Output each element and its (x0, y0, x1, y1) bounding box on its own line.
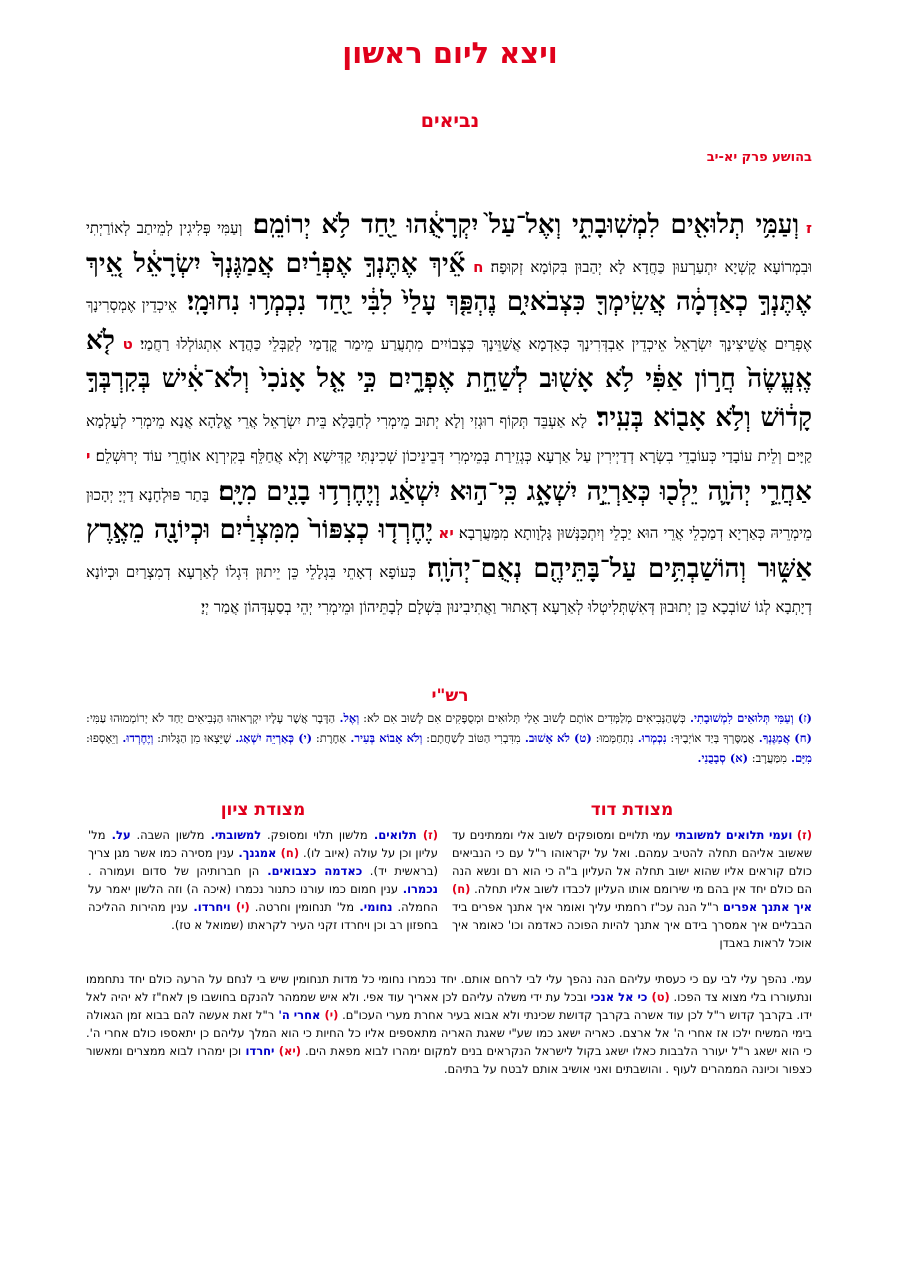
verse-targum: כְּעוֹפָא דְאָתֵי בִּגְלָלֵי כֵּן יֵיתוּן דִּגְלוֹ לְאַרְעָא דְמִצְרַיִם וּכְיוֹנָא דְיָתְבָא לְגוֹ שׁוֹבְכָא כֵּן יְתוּבוּן דְּאִשְׁתְּלִיטְלוּ לְאַרְעָא דְאָתוּר וַאֲתִיבִינוּן בִּשְׁלָם לְבָתֵּיהוֹן וּמֵימְרִי יְהֵי בְסַעְדְּהוֹן אֲמַר יְיָ׃ (86, 562, 812, 616)
metzudat-tzion-lemma: ויחרדו. (188, 900, 231, 914)
metzudat-david-lemma: ועמי תלואים למשובתי (670, 828, 793, 842)
rashi-text: מִדִּבְרִי הַטּוֹב לְשַׁחֲתָם: (422, 731, 521, 745)
verse-number: ט (114, 334, 133, 353)
rashi-text: נִתְחַמְּמוּ: (591, 731, 634, 745)
metzudat-david-verse-ref: (יא) (274, 1044, 301, 1058)
metzudat-david-lemma: יחרדו (241, 1044, 275, 1058)
metzudat-tzion-header: מצודת ציון (220, 800, 306, 820)
verse-number: ח (465, 257, 484, 276)
rashi-lemma: וְיֶחֶרְדוּ. (118, 731, 154, 745)
metzudat-david-header: מצודת דוד (590, 800, 674, 820)
verse-targum: לָא אַעְבֵּד תְּקוֹף רוּגְזִי וְלָא יְתוּב מֵימְרִי לְחַבָּלָא בֵּית יִשְׂרָאֵל אֲרֵי אֱלָהָא אֲנָא מֵימְרִי לְעָלְמָא קַיָּים וְלֵית עוֹבָדַי כְּעוֹבָדֵי בִשְׂרָא דְדַיְירִין עַל אַרְעָא כְּגְזֵירַת בְּמֵימְרִי דְּבֵינֵיכוֹן שְׁכִינְתִּי קַדִּישָׁא וְלָא אֲחַלֵּף בְּקִירְוָא אוֹחֲרֵי עוֹד יְרוּשְׁלֵם׃ (86, 411, 812, 465)
metzudat-tzion-lemma: כאדמה כצבואים. (259, 864, 363, 878)
metzudat-tzion-text: מלשון השבה. (130, 828, 205, 842)
metzudat-tzion-verse-ref: (י) (230, 900, 250, 914)
rashi-lemma: מִיָּם. (786, 751, 812, 765)
rashi-text: שֶׁיֵּצְאוּ מִן הַגָּלוּת: (153, 731, 232, 745)
verse-targum: וְעַמִּי פְּלִיגִין לְמֵיתַב לְאוֹרַיְתִי וּבִמְרוֹעָא קָשְׁיָא יִתְעַרְעוּן כַּחֲדָא לָא יְהַבוּן בִּקוֹמָא זְקוּפָה׃ (86, 219, 813, 276)
metzudat-tzion-lemma: נחומי. (354, 900, 393, 914)
metzudat-tzion-text: מל' עליון וכן על עולה (איוב לו). (88, 828, 439, 860)
metzudat-tzion-verse-ref: (ח) (276, 846, 300, 860)
metzudat-david-lemma: איך אתנך אפרים (718, 900, 813, 914)
verse-hebrew: יֶחֶרְד֤וּ כְצִפּוֹר֙ מִמִּצְרַ֔יִם וּכְיוֹנָ֖ה מֵאֶ֣רֶץ אַשּׁ֑וּר וְהוֹשַׁבְתִּ֥ים עַל־בָּתֵּיהֶ֖ם נְאֻם־יְהֹוָֽה׃ (86, 515, 813, 584)
metzudat-tzion-text: ענין מהירות ההליכה בחפזון רב וכן ויחרדו זקני העיר לקראתו (שמואל א טז). (88, 900, 438, 932)
metzudat-tzion-text: מלשון תלוי ומסופק. (261, 828, 368, 842)
metzudat-tzion-lemma: על. (105, 828, 131, 842)
main-text (86, 208, 812, 626)
verse-hebrew: וְעַמִּ֥י תְלוּאִ֖ים לִמְשֽׁוּבָתִ֑י וְאֶל־עַל֙ יִקְרָאֻ֔הוּ יַ֖חַד לֹ֥א יְרוֹמֵֽם׃ (242, 210, 800, 240)
metzudat-tzion-text: ענין חמום כמו עורנו כתנור נכמרו (איכה ה) וזה הלשון יאמר על החמלה. (88, 882, 438, 914)
metzudat-tzion-column (88, 826, 438, 934)
rashi-lemma: (ז) וְעַמִּי תְּלוּאִים לִמְשׁוּבָתִי. (685, 711, 812, 725)
section-title: נביאים (420, 110, 480, 132)
metzudat-david-text: וכן ימהרו לבוא ממצרים ומאשור כצפור וכיונה הממהרים לעוף . והושבתים ואני אושיב אותם לבטח על בתיהם. (86, 1044, 812, 1076)
rashi-lemma: נִכְמְרוּ. (633, 731, 667, 745)
verse-number: י (86, 447, 91, 465)
verse-hebrew: אֵ֞יךְ אֶתֶּנְךָ֣ אֶפְרַ֗יִם אֲמַגֶּנְךָ֙ יִשְׂרָאֵ֔ל אֵ֚יךְ אֶתֶּנְךָ֣ כְאַדְמָ֔ה אֲשִֽׂימְךָ֖ כִּצְבֹאיִ֑ם נֶהְפַּ֤ךְ עָלַי֙ לִבִּ֔י יַ֖חַד נִכְמְר֥וּ נִחוּמָֽי׃ (86, 248, 813, 317)
rashi-text: כְּשֶׁהַנְּבִיאִים מְלַמְּדִים אוֹתָם לָשׁוּב אֵלַי תְּלוּאִים וּמְסֻפָּקִים אִם לָשׁוּב אִם לֹא: (359, 711, 686, 725)
rashi-lemma: (י) כְּאַרְיֵה יִשְׁאַג. (231, 731, 313, 745)
rashi-text: מִמַּעֲרָב: (748, 751, 787, 765)
metzudat-david-continuation (86, 970, 812, 1078)
verse-targum: אֵיכְדֵין אֶמְסְרִינָךְ אֶפְרַיִם אֲשֵׁיצִינָךְ יִשְׂרָאֵל אֵיכְדֵין אַבְדְּרִינָךְ כְּאַדְמָא אֲשַׁוֵּינָךְ כִּצְבוֹיִים מִתְעֲרַע מֵימַר קֳדָמַי לְקַבְּלֵי כַּהֲדָא אִתְגּוֹלְלוּ רַחֲמַי׃ (86, 296, 812, 353)
metzudat-tzion-verse-ref: (ז) (416, 828, 438, 842)
metzudat-david-verse-ref: (ז) (792, 828, 812, 842)
rashi-text: אַחֶרֶת: (312, 731, 347, 745)
rashi-text: וְיֵאָסְפוּ: (86, 731, 119, 745)
rashi-lemma: (ט) לֹא אָשׁוּב. (520, 731, 592, 745)
verse-number: יא (432, 524, 454, 542)
metzudat-tzion-lemma: אמגנך. (234, 846, 277, 860)
metzudat-david-text: ר"ל הנה עכ"ז רחמתי עליך ואומר איך אתנך אפרים ביד הבבליים איך אמסרך בידם איך אתנך להיות הפוכה כאדמה וכו' כאומר איך אוכל לראות באבדן (452, 900, 812, 950)
metzudat-david-column (452, 826, 812, 952)
chapter-reference: בהושע פרק יא-יב (706, 150, 812, 165)
page-title: ויצא ליום ראשון (342, 36, 558, 70)
metzudat-david-lemma: כי אל אנכי (586, 990, 648, 1004)
verse-hebrew: לֹ֤א אֶֽעֱשֶׂה֙ חֲר֣וֹן אַפִּ֔י לֹ֥א אָשׁ֖וּב לְשַׁחֵ֣ת אֶפְרָ֑יִם כִּ֣י אֵ֤ל אָנֹכִי֙ וְלֹא־אִ֔ישׁ בְּקִרְבְּךָ֣ קָד֔וֹשׁ וְלֹ֥א אָב֖וֹא בְּעִֽיר׃ (86, 325, 813, 433)
rashi-lemma: וְאֶל. (335, 711, 360, 725)
metzudat-david-verse-ref: (ח) (452, 882, 471, 896)
metzudat-david-verse-ref: (ט) (647, 990, 670, 1004)
metzudat-david-text: עמי תלויים ומסופקים לשוב אלי וממתינים עד שאשוב אליהם תחלה להטיב עמהם. ואל על יקראוהו ר"ל עם כי הנביאים כולם קוראים אליו שהוא ישוב תחלה אל העליון ב"ה כי הוא רם ונשא הנה הם כולם יחד אין בהם מי שירומם אותו העליון לכבדו לשוב אליו תחלה. (452, 828, 812, 896)
metzudat-tzion-lemma: למשובתי. (204, 828, 262, 842)
rashi-lemma: (א) סְבָבֻנִי. (697, 751, 749, 765)
rashi-text: אֲמַסֶּרְךָ בְּיַד אוֹיְבֶיךָ: (666, 731, 755, 745)
metzudat-tzion-text: ענין מסירה כמו אשר מגן צריך (בראשית יד). (88, 846, 438, 878)
metzudat-tzion-text: מל' תנחומין וחרטה. (249, 900, 355, 914)
metzudat-tzion-lemma: תלואים. (367, 828, 417, 842)
metzudat-david-text: ר"ל זאת אעשה להם בבוא זמן הגאולה בימי המשיח ילכו אז אחרי ה' אל ארצם. כאריה ישאג כמו שע"י שאגת האריה מתאספים אליו כל החיות כי הוא המלך עליהם כן יתאספו כולם אחרי ה'. כי הוא ישאג ר"ל יעורר הלבבות כאלו ישאג בקול לישראל הנקראים בנים למקום ימהרו לבוא מפאת הים. (86, 1008, 812, 1058)
metzudat-tzion-text: הן חברותיהן של סדום ועמורה . (88, 864, 260, 878)
verse-hebrew: אַחֲרֵ֧י יְהֹוָ֛ה יֵלְכ֖וּ כְּאַרְיֵ֣ה יִשְׁאָ֑ג כִּֽי־ה֣וּא יִשְׁאַ֔ג וְיֶחֶרְד֥וּ בָנִ֖ים מִיָּֽם׃ (209, 476, 812, 507)
metzudat-david-lemma: אחרי ה' (274, 1008, 321, 1022)
rashi-lemma: וְלֹא אָבוֹא בְּעִיר. (346, 731, 423, 745)
metzudat-david-text: עמי. נהפך עלי לבי עם כי כעסתי עליהם הנה נהפך עלי לבי לרחם אותם. יחד נכמרו נחומי כל מדות תנחומין שיש בי לנחם על הרעה כולם יחד נתחממו ונתעוררו בלי מצוא צד הפכו. (86, 972, 812, 1004)
rashi-text: הַדָּבָר אֲשֶׁר עָלָיו יִקְרָאוּהוּ הַנְּבִיאִים יַחַד לֹא יְרוֹמְמוּהוּ עַמִּי: (86, 711, 336, 725)
rashi-header: רש"י (431, 686, 469, 706)
rashi-lemma: (ח) אֲמַגֶּנְךָ. (754, 731, 812, 745)
metzudat-tzion-lemma: נכמרו. (398, 882, 438, 896)
metzudat-david-text: ובכל עת ידי משלה עליהם לכן אאריך עוד אפי. ולא איש שממהר להנקם בחושבו פן לאח"ז לא יהיה לאל ידו. בקרבך קדוש ר"ל לכן עוד אשרה בקרבך קדושת שכינתי ולא אבוא בעיר אחרת מערי העכו"ם. (86, 990, 813, 1022)
verse-number: ז (799, 219, 813, 237)
verse-targum: בָּתַר פּוּלְחָנָא דַיְיָ יְהָכוּן מֵימְרֵיהּ כְּאַרְיָא דְמַכְלֵי אֲרֵי הוּא יַכְלֵי וְיִתְכַּנְּשׁוּן גָּלְוָותָא מִמַּעֲרְבָא׃ (86, 485, 813, 542)
rashi-commentary (86, 708, 812, 768)
metzudat-david-verse-ref: (י) (320, 1008, 339, 1022)
